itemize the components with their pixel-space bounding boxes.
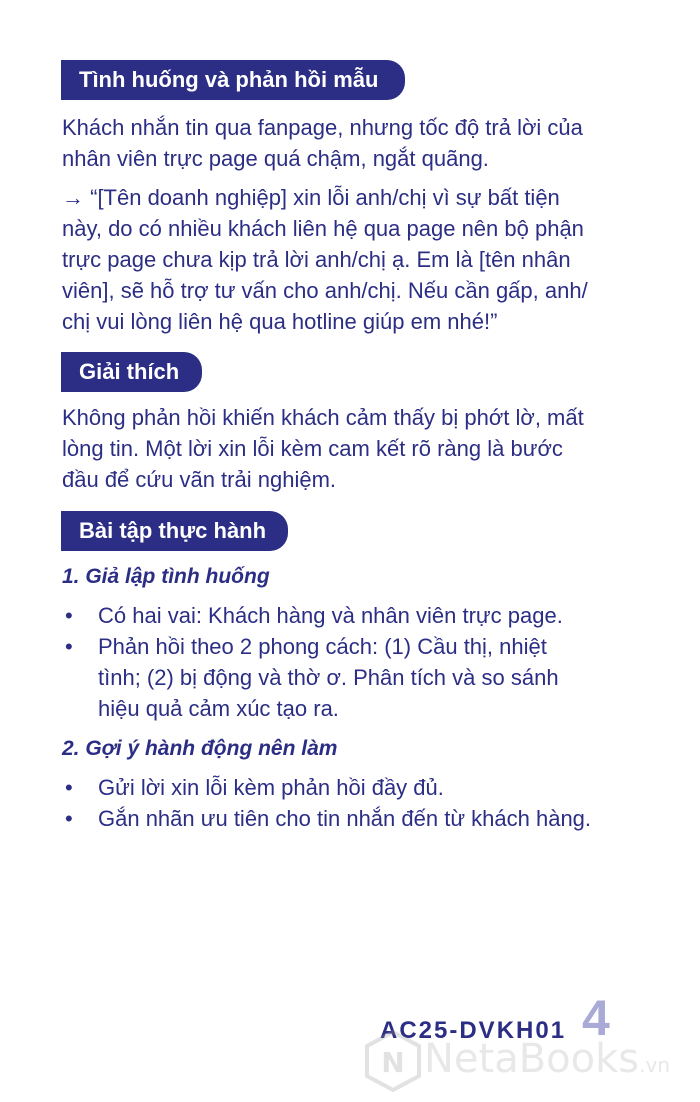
document-code: AC25-DVKH01	[380, 1017, 567, 1044]
scenario-line: nhân viên trực page quá chậm, ngắt quãng.	[62, 146, 489, 171]
list-item-text: Phản hồi theo 2 phong cách: (1) Cầu thị, nhiệt	[98, 634, 547, 659]
explanation-line: đầu để cứu vãn trải nghiệm.	[62, 467, 337, 492]
actions-bullet-list	[62, 772, 652, 834]
section-heading-explanation: Giải thích	[61, 352, 202, 392]
simulate-bullet-list	[62, 600, 652, 724]
subheading-simulate-scenario: 1. Giả lập tình huống	[62, 565, 270, 588]
scenario-paragraph	[62, 112, 644, 174]
svg-text:N: N	[381, 1046, 405, 1079]
list-item-text: tình; (2) bị động và thờ ơ. Phân tích và so sánh	[98, 665, 559, 690]
list-item	[62, 631, 652, 724]
section-heading-scenario: Tình huống và phản hồi mẫu	[61, 60, 405, 100]
netabooks-logo-icon	[364, 1030, 422, 1092]
explanation-line: lòng tin. Một lời xin lỗi kèm cam kết rõ ràng là bước	[62, 436, 563, 461]
explanation-paragraph	[62, 402, 644, 495]
bullet-icon: •	[65, 806, 73, 831]
section-heading-practice: Bài tập thực hành	[61, 511, 288, 551]
list-item-text: hiệu quả cảm xúc tạo ra.	[98, 696, 339, 721]
list-item-text: Gắn nhãn ưu tiên cho tin nhắn đến từ khách hàng.	[98, 806, 592, 831]
netabooks-watermark	[364, 1030, 694, 1092]
subheading-suggested-actions: 2. Gợi ý hành động nên làm	[62, 737, 338, 760]
list-item	[62, 600, 652, 631]
response-line: chị vui lòng liên hệ qua hotline giúp em nhé!”	[62, 309, 498, 334]
list-item-text: Có hai vai: Khách hàng và nhân viên trực page.	[98, 603, 563, 628]
response-line: này, do có nhiều khách liên hệ qua page nên bộ phận	[62, 216, 584, 241]
response-line: viên], sẽ hỗ trợ tư vấn cho anh/chị. Nếu cần gấp, anh/	[62, 278, 588, 303]
page-number: 4	[582, 990, 610, 1046]
list-item-text: Gửi lời xin lỗi kèm phản hồi đầy đủ.	[98, 775, 444, 800]
scenario-line: Khách nhắn tin qua fanpage, nhưng tốc độ trả lời của	[62, 115, 583, 140]
bullet-icon: •	[65, 775, 73, 800]
watermark-suffix: .vn	[639, 1053, 670, 1077]
watermark-brand: NetaBooks	[424, 1036, 640, 1082]
response-line: → “[Tên doanh nghiệp] xin lỗi anh/chị vì sự bất tiện	[62, 185, 560, 210]
bullet-icon: •	[65, 603, 73, 628]
list-item	[62, 803, 652, 834]
sample-response-paragraph	[62, 182, 644, 337]
list-item	[62, 772, 652, 803]
watermark-brand-text	[424, 1036, 670, 1082]
explanation-line: Không phản hồi khiến khách cảm thấy bị phớt lờ, mất	[62, 405, 584, 430]
response-line: trực page chưa kịp trả lời anh/chị ạ. Em là [tên nhân	[62, 247, 571, 272]
bullet-icon: •	[65, 634, 73, 659]
